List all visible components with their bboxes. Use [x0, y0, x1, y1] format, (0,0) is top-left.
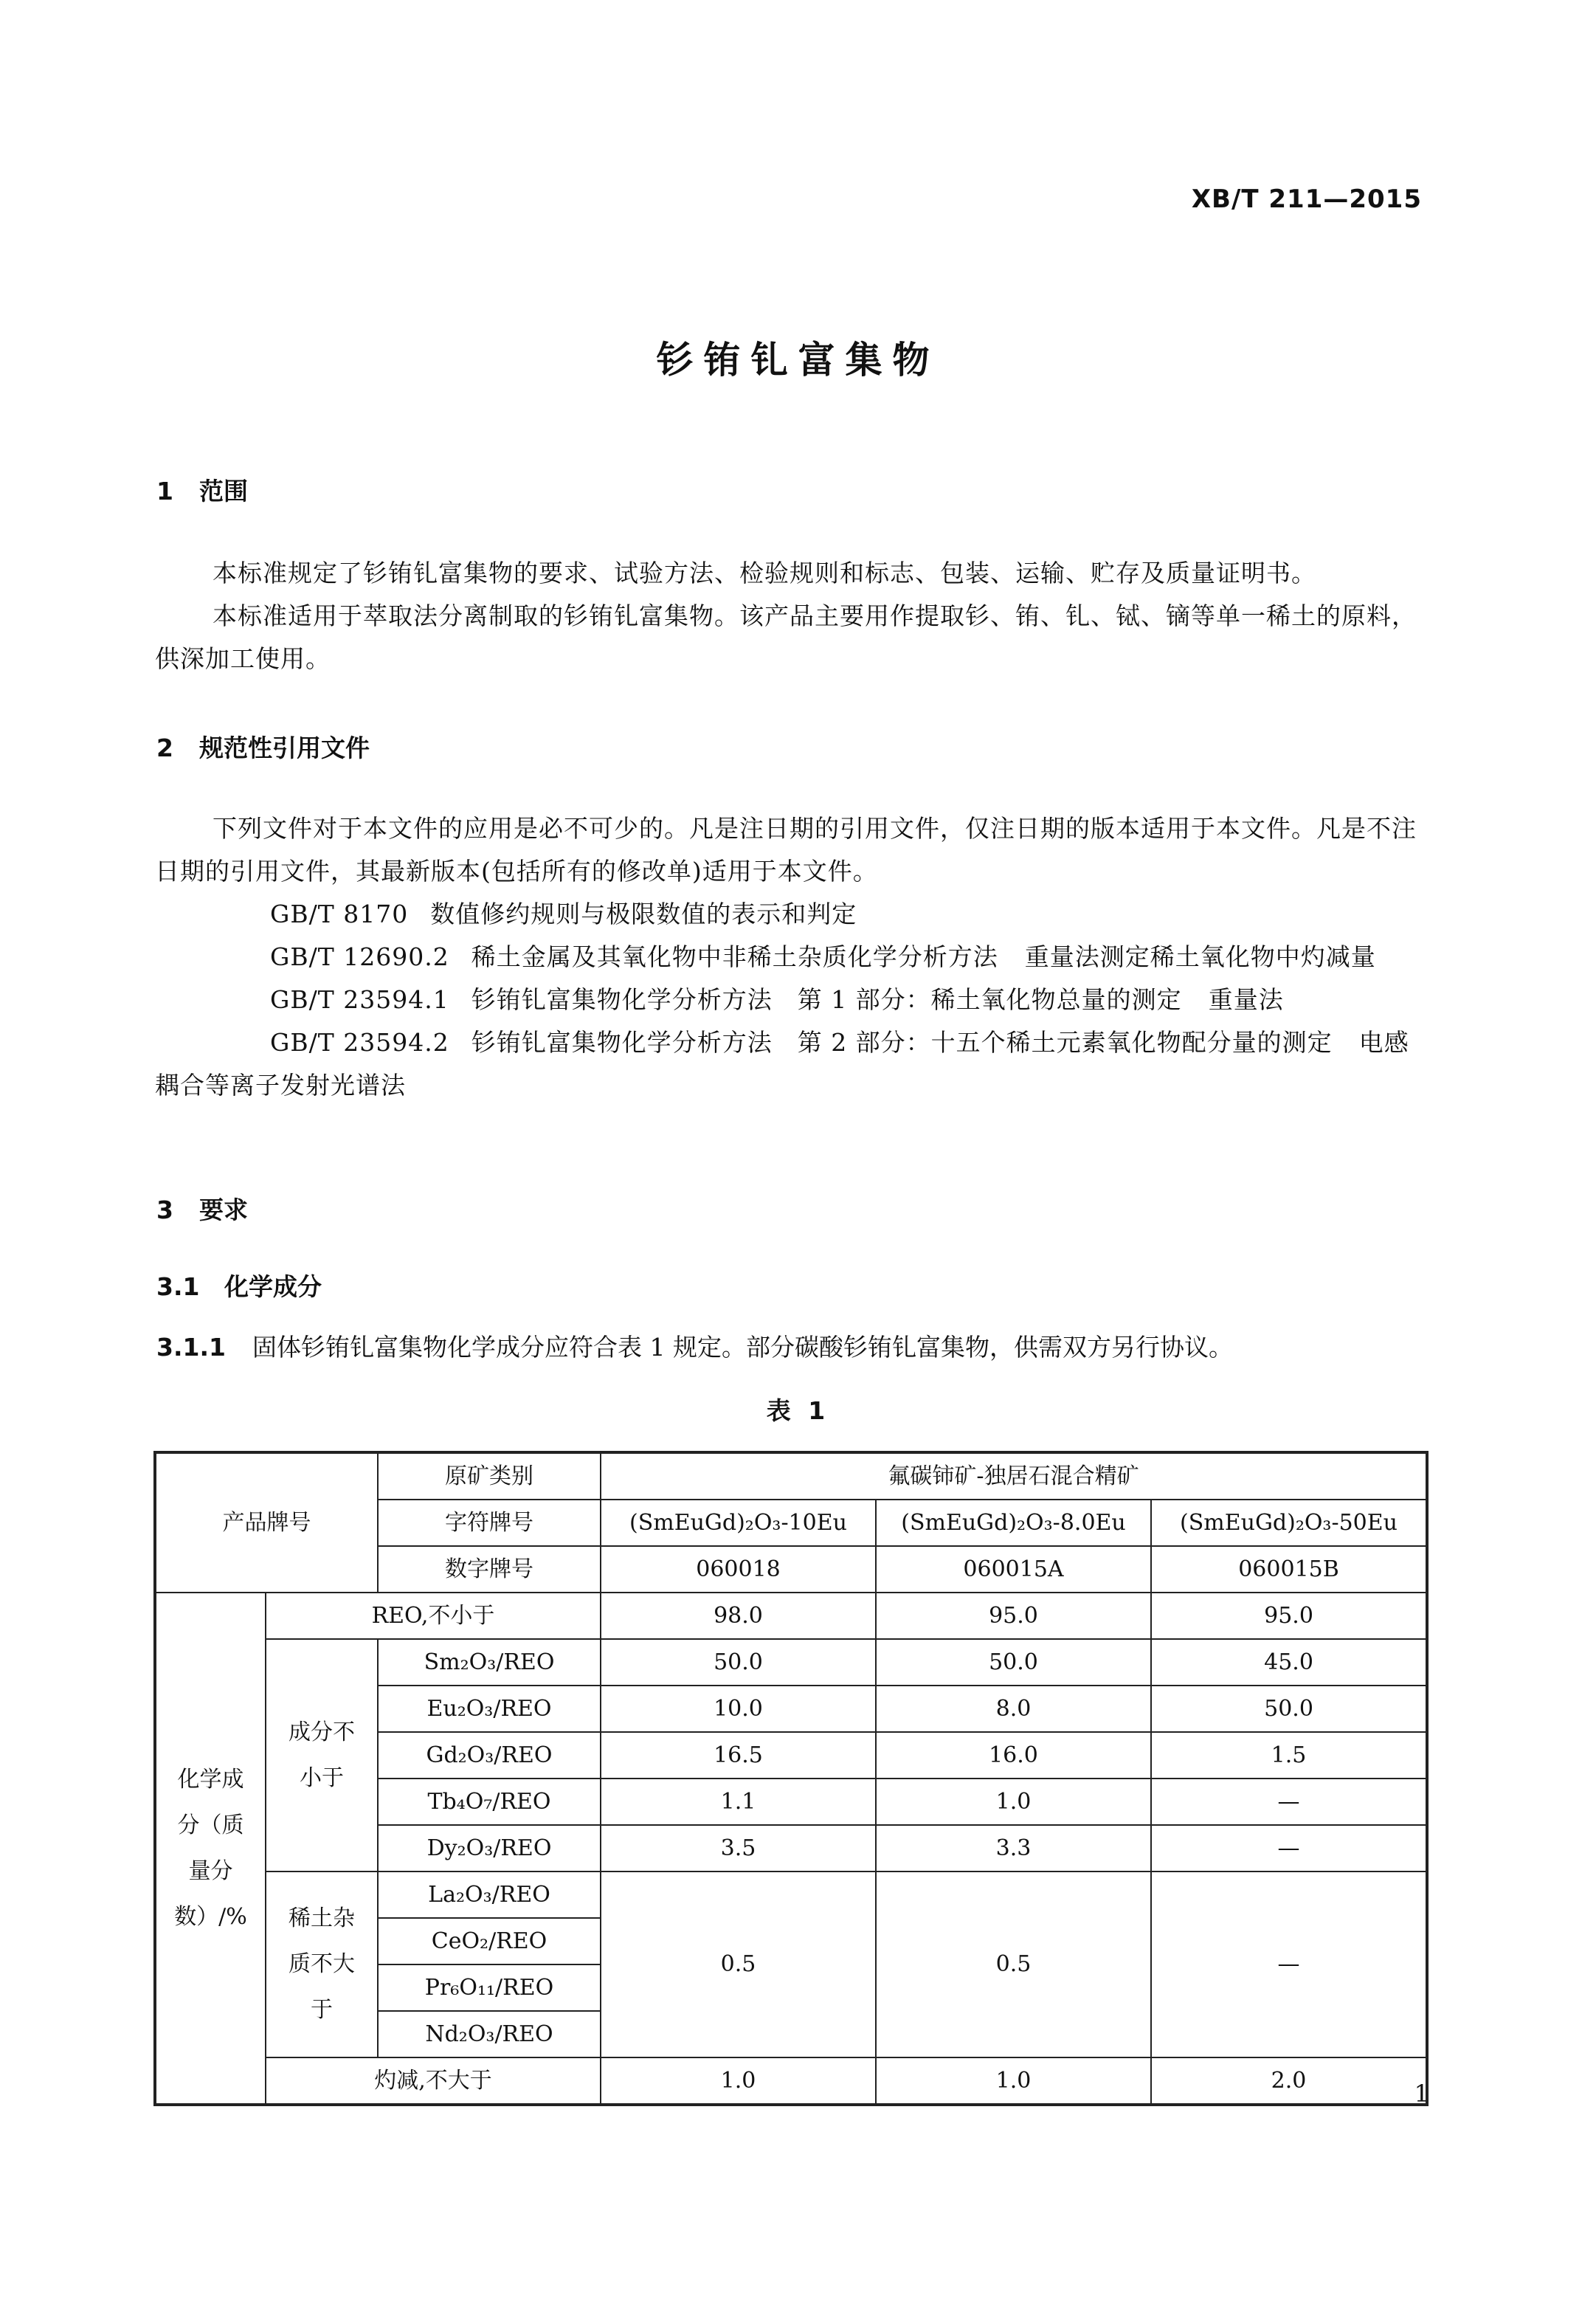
table-row: [155, 1452, 1427, 1500]
standard-code: XB/T 211—2015: [1191, 184, 1422, 214]
number-grade-label: 数字牌号: [378, 1546, 601, 1593]
reference-code: GB/T 8170: [270, 900, 409, 928]
chemical-composition-label: 化学成分（质量分数）/%: [155, 1593, 266, 2105]
reference-item: [155, 979, 1424, 1021]
table-cell: 1.0: [876, 1779, 1151, 1825]
specification-table: [153, 1451, 1429, 2106]
table-cell: —: [1151, 1871, 1427, 2057]
table-caption: 表 1: [766, 1396, 830, 1425]
section-heading-scope: [156, 472, 248, 507]
reference-method: 电感耦合等离子发射光谱法: [155, 1028, 1409, 1100]
symbol-grade: (SmEuGd)₂O₃-8.0Eu: [876, 1500, 1151, 1546]
reference-method: 重量法: [1208, 985, 1284, 1014]
table-cell: 1.0: [601, 2057, 876, 2105]
table-cell: 16.5: [601, 1732, 876, 1779]
section-title: 要求: [199, 1196, 248, 1224]
table-cell: 10.0: [601, 1686, 876, 1732]
ore-type-label: 原矿类别: [378, 1452, 601, 1500]
number-grade: 060015B: [1151, 1546, 1427, 1593]
table-cell: —: [1151, 1779, 1427, 1825]
reference-title: 稀土金属及其氧化物中非稀土杂质化学分析方法: [471, 942, 998, 971]
reo-label: REO,不小于: [266, 1593, 601, 1639]
component-name: Tb₄O₇/REO: [378, 1779, 601, 1825]
symbol-grade: (SmEuGd)₂O₃-50Eu: [1151, 1500, 1427, 1546]
table-cell: —: [1151, 1825, 1427, 1871]
table-cell: 8.0: [876, 1686, 1151, 1732]
reference-method: 重量法测定稀土氧化物中灼减量: [1024, 942, 1376, 971]
table-cell: 98.0: [601, 1593, 876, 1639]
normative-intro: 下列文件对于本文件的应用是必不可少的。凡是注日期的引用文件，仅注日期的版本适用于本文件。凡是不注日期的引用文件，其最新版本(包括所有的修改单)适用于本文件。: [155, 814, 1417, 886]
table-row: [155, 1639, 1427, 1686]
section-title: 规范性引用文件: [199, 734, 370, 762]
symbol-grade-label: 字符牌号: [378, 1500, 601, 1546]
clause-text: 固体钐铕钆富集物化学成分应符合表 1 规定。部分碳酸钐铕钆富集物，供需双方另行协议。: [252, 1333, 1233, 1362]
table-cell: 45.0: [1151, 1639, 1427, 1686]
section-title: 范围: [199, 477, 248, 506]
component-name: Gd₂O₃/REO: [378, 1732, 601, 1779]
reference-item: [155, 936, 1424, 979]
table-cell: 0.5: [601, 1871, 876, 2057]
section-number: 1: [156, 477, 173, 506]
reference-item: [155, 1021, 1424, 1107]
section-title: 化学成分: [224, 1272, 322, 1301]
section-heading-chemical: [156, 1268, 322, 1303]
table-cell: 3.3: [876, 1825, 1151, 1871]
product-grade-header: 产品牌号: [155, 1452, 378, 1593]
reference-title: 钐铕钆富集物化学分析方法 第 1 部分：稀土氧化物总量的测定: [471, 985, 1182, 1014]
table-cell: 3.5: [601, 1825, 876, 1871]
table-cell: 1.0: [876, 2057, 1151, 2105]
section-heading-normative: [156, 729, 370, 764]
table-row: [155, 1593, 1427, 1639]
component-name: Sm₂O₃/REO: [378, 1639, 601, 1686]
clause-number: 3.1.1: [156, 1333, 226, 1362]
table-row: [155, 2057, 1427, 2105]
table-cell: 1.5: [1151, 1732, 1427, 1779]
table-cell: 50.0: [601, 1639, 876, 1686]
reference-code: GB/T 12690.2: [270, 942, 449, 971]
component-name: Eu₂O₃/REO: [378, 1686, 601, 1732]
table-cell: 16.0: [876, 1732, 1151, 1779]
reference-code: GB/T 23594.1: [270, 985, 449, 1014]
reference-code: GB/T 23594.2: [270, 1028, 449, 1057]
number-grade: 060015A: [876, 1546, 1151, 1593]
table-row: [155, 1871, 1427, 1918]
impurity-name: La₂O₃/REO: [378, 1871, 601, 1918]
table-cell: 50.0: [1151, 1686, 1427, 1732]
section-number: 3.1: [156, 1272, 200, 1301]
section-heading-requirements: [156, 1191, 248, 1226]
table-cell: 50.0: [876, 1639, 1151, 1686]
document-title: 钐铕钆富集物: [656, 339, 940, 382]
loi-label: 灼减,不大于: [266, 2057, 601, 2105]
normative-text: [155, 807, 1424, 1107]
clause-3-1-1: [156, 1328, 1426, 1363]
table-cell: 95.0: [876, 1593, 1151, 1639]
table-cell: 1.1: [601, 1779, 876, 1825]
reference-title: 数值修约规则与极限数值的表示和判定: [430, 900, 857, 928]
group-label-min: 成分不小于: [266, 1639, 378, 1871]
section-number: 2: [156, 734, 173, 762]
ore-type-value: 氟碳铈矿-独居石混合精矿: [601, 1452, 1427, 1500]
impurity-name: Nd₂O₃/REO: [378, 2011, 601, 2057]
page-number: 1: [1414, 2080, 1429, 2108]
table-cell: 0.5: [876, 1871, 1151, 2057]
scope-paragraph: 本标准适用于萃取法分离制取的钐铕钆富集物。该产品主要用作提取钐、铕、钆、铽、镝等单一稀土的原料，供深加工使用。: [155, 601, 1417, 673]
symbol-grade: (SmEuGd)₂O₃-10Eu: [601, 1500, 876, 1546]
impurity-name: CeO₂/REO: [378, 1918, 601, 1964]
group-label-max: 稀土杂质不大于: [266, 1871, 378, 2057]
reference-title: 钐铕钆富集物化学分析方法 第 2 部分：十五个稀土元素氧化物配分量的测定: [471, 1028, 1333, 1057]
impurity-name: Pr₆O₁₁/REO: [378, 1964, 601, 2011]
scope-text: [155, 552, 1424, 680]
table-cell: 95.0: [1151, 1593, 1427, 1639]
table-cell: 2.0: [1151, 2057, 1427, 2105]
component-name: Dy₂O₃/REO: [378, 1825, 601, 1871]
reference-item: [155, 893, 1424, 936]
scope-paragraph: 本标准规定了钐铕钆富集物的要求、试验方法、检验规则和标志、包装、运输、贮存及质量证明书。: [213, 559, 1316, 587]
section-number: 3: [156, 1196, 173, 1224]
number-grade: 060018: [601, 1546, 876, 1593]
